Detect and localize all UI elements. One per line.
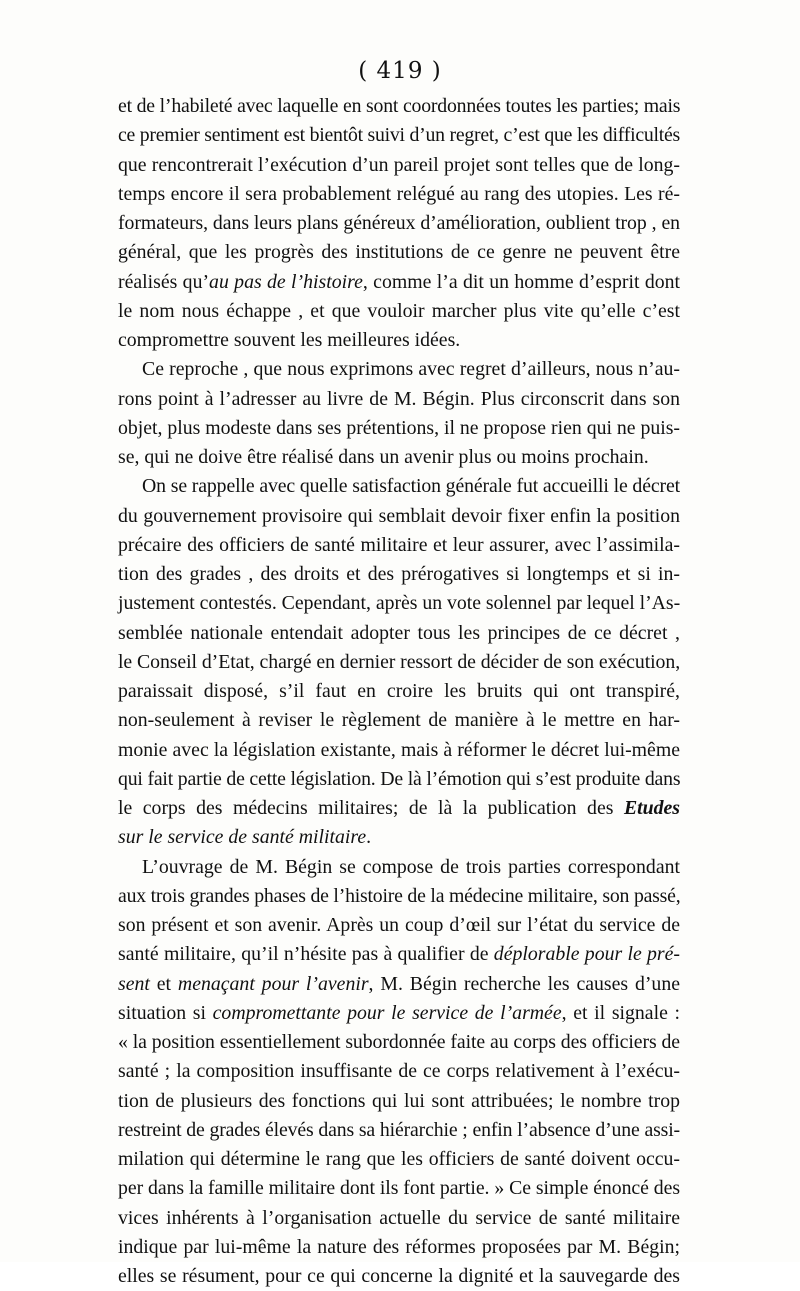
text-segment: qui fait partie de cette législation. De là l’émotion qui s’est produite dans bbox=[118, 767, 681, 790]
text-segment: semblée nationale entendait adopter tous les principes de ce décret , bbox=[118, 621, 680, 644]
text-line bbox=[118, 355, 680, 384]
text-segment: , M. Bégin recherche les causes d’une bbox=[368, 972, 680, 995]
text-line bbox=[118, 472, 680, 501]
text-segment: général, que les progrès des institutions de ce genre ne peuvent être bbox=[118, 241, 680, 264]
text-line bbox=[118, 765, 680, 794]
text-segment: On se rappelle avec quelle satisfaction générale fut accueilli le décret bbox=[142, 475, 680, 498]
text-segment: réalisés qu’ bbox=[118, 270, 210, 293]
text-segment: formateurs, dans leurs plans généreux d’amélioration, oublient trop , en bbox=[118, 212, 680, 234]
text-segment: du gouvernement provisoire qui semblait devoir fixer enfin la position bbox=[118, 504, 680, 527]
text-segment: santé militaire, qu’il n’hésite pas à qualifier de bbox=[118, 943, 494, 966]
text-segment: elles se résument, pour ce qui concerne la dignité et la sauvegarde des bbox=[118, 1265, 680, 1287]
text-segment: et de l’habileté avec laquelle en sont coordonnées toutes les parties; mais bbox=[118, 95, 681, 117]
text-line bbox=[118, 238, 680, 267]
text-segment: tion des grades , des droits et des prérogatives si longtemps et si in- bbox=[118, 563, 680, 585]
text-segment: « la position essentiellement subordonnée faite au corps des officiers de bbox=[118, 1031, 680, 1053]
text-line bbox=[118, 706, 680, 735]
text-line bbox=[118, 1233, 680, 1262]
text-line bbox=[118, 853, 680, 882]
text-segment: situation si bbox=[118, 1001, 213, 1024]
text-segment: ce premier sentiment est bientôt suivi d’un regret, c’est que les difficultés bbox=[118, 124, 680, 147]
text-line bbox=[118, 502, 680, 531]
text-line bbox=[118, 970, 680, 999]
text-line bbox=[118, 443, 680, 472]
text-segment: , comme l’a dit un homme d’esprit dont bbox=[362, 270, 680, 293]
text-segment: compromettre souvent les meilleures idées. bbox=[118, 329, 461, 351]
text-segment: et bbox=[149, 972, 178, 995]
text-segment: indique par lui-même la nature des réformes proposées par M. Bégin; bbox=[118, 1235, 680, 1258]
text-segment: L’ouvrage de M. Bégin se compose de trois parties correspondant bbox=[142, 855, 680, 878]
text-segment: non-seulement à reviser le règlement de manière à le mettre en har- bbox=[118, 709, 680, 732]
text-line bbox=[118, 940, 680, 969]
text-line bbox=[118, 92, 680, 121]
italic-text: sur le service de santé militaire bbox=[118, 826, 367, 849]
text-line bbox=[118, 121, 680, 150]
text-line bbox=[118, 326, 680, 355]
text-line bbox=[118, 297, 680, 326]
text-line bbox=[118, 619, 680, 648]
text-segment: , et il signale : bbox=[561, 1001, 681, 1024]
text-line bbox=[118, 151, 680, 180]
italic-text: menaçant pour l’avenir bbox=[177, 972, 369, 995]
text-line bbox=[118, 677, 680, 706]
text-segment: tion de plusieurs des fonctions qui lui sont attribuées; le nombre trop bbox=[118, 1089, 680, 1112]
text-line bbox=[118, 589, 680, 618]
text-line bbox=[118, 882, 680, 911]
text-line bbox=[118, 209, 680, 238]
text-segment: Ce reproche , que nous exprimons avec regret d’ailleurs, nous n’au- bbox=[142, 358, 680, 381]
text-segment: milation qui détermine le rang que les officiers de santé doivent occu- bbox=[118, 1148, 680, 1170]
text-segment: que rencontrerait l’exécution d’un pareil projet sont telles que de long- bbox=[118, 153, 680, 176]
text-line bbox=[118, 1174, 680, 1203]
text-segment: le nom nous échappe , et que vouloir marcher plus vite qu’elle c’est bbox=[118, 299, 680, 322]
page-number: ( 419 ) bbox=[358, 58, 442, 84]
text-segment: le corps des médecins militaires; de là la publication des bbox=[118, 797, 624, 819]
text-segment: rons point à l’adresser au livre de M. Bégin. Plus circonscrit dans son bbox=[118, 387, 680, 410]
text-segment: son présent et son avenir. Après un coup d’œil sur l’état du service de bbox=[118, 914, 680, 936]
text-line bbox=[118, 736, 680, 765]
text-segment: le Conseil d’Etat, chargé en dernier ressort de décider de son exécution, bbox=[118, 650, 681, 673]
text-line bbox=[118, 1145, 680, 1174]
text-line bbox=[118, 1116, 680, 1145]
text-segment: justement contestés. Cependant, après un vote solennel par lequel l’As- bbox=[118, 592, 681, 615]
italic-text: au pas de l’histoire bbox=[209, 270, 363, 293]
text-segment: . bbox=[366, 826, 372, 849]
text-line bbox=[118, 1204, 680, 1233]
text-segment: se, qui ne doive être réalisé dans un avenir plus ou moins prochain. bbox=[118, 446, 649, 468]
text-line bbox=[118, 823, 680, 852]
text-segment: précaire des officiers de santé militaire et leur assurer, avec l’assimila- bbox=[118, 533, 680, 556]
text-line bbox=[118, 1028, 680, 1057]
text-segment: monie avec la législation existante, mais à réformer le décret lui-même bbox=[118, 738, 680, 761]
text-line bbox=[118, 911, 680, 940]
text-line bbox=[118, 999, 680, 1028]
text-segment: objet, plus modeste dans ses prétentions, il ne propose rien qui ne puis- bbox=[118, 416, 680, 439]
text-segment: restreint de grades élevés dans sa hiérarchie ; enfin l’absence d’une assi- bbox=[118, 1118, 680, 1141]
text-line bbox=[118, 268, 680, 297]
text-line bbox=[118, 794, 680, 823]
text-line bbox=[118, 385, 680, 414]
text-segment: santé ; la composition insuffisante de ce corps relativement à l’exécu- bbox=[118, 1060, 680, 1083]
text-line bbox=[118, 648, 680, 677]
text-segment: temps encore il sera probablement relégué au rang des utopies. Les ré- bbox=[118, 182, 680, 205]
text-segment: vices inhérents à l’organisation actuelle du service de santé militaire bbox=[118, 1206, 680, 1229]
text-segment: per dans la famille militaire dont ils font partie. » Ce simple énoncé des bbox=[118, 1177, 680, 1200]
text-line bbox=[118, 414, 680, 443]
text-line bbox=[118, 1057, 680, 1086]
text-line bbox=[118, 560, 680, 589]
text-line bbox=[118, 180, 680, 209]
body-text bbox=[118, 92, 680, 1291]
italic-text: sent bbox=[118, 972, 150, 995]
text-segment: aux trois grandes phases de l’histoire de la médecine militaire, son passé, bbox=[118, 884, 681, 907]
italic-text: Etudes bbox=[623, 797, 680, 819]
text-line bbox=[118, 1087, 680, 1116]
italic-text: déplorable pour le pré- bbox=[493, 943, 680, 966]
text-line bbox=[118, 531, 680, 560]
text-segment: paraissait disposé, s’il faut en croire les bruits qui ont transpiré, bbox=[118, 680, 680, 702]
italic-text: compromettante pour le service de l’armée bbox=[212, 1001, 562, 1024]
text-line bbox=[118, 1262, 680, 1291]
